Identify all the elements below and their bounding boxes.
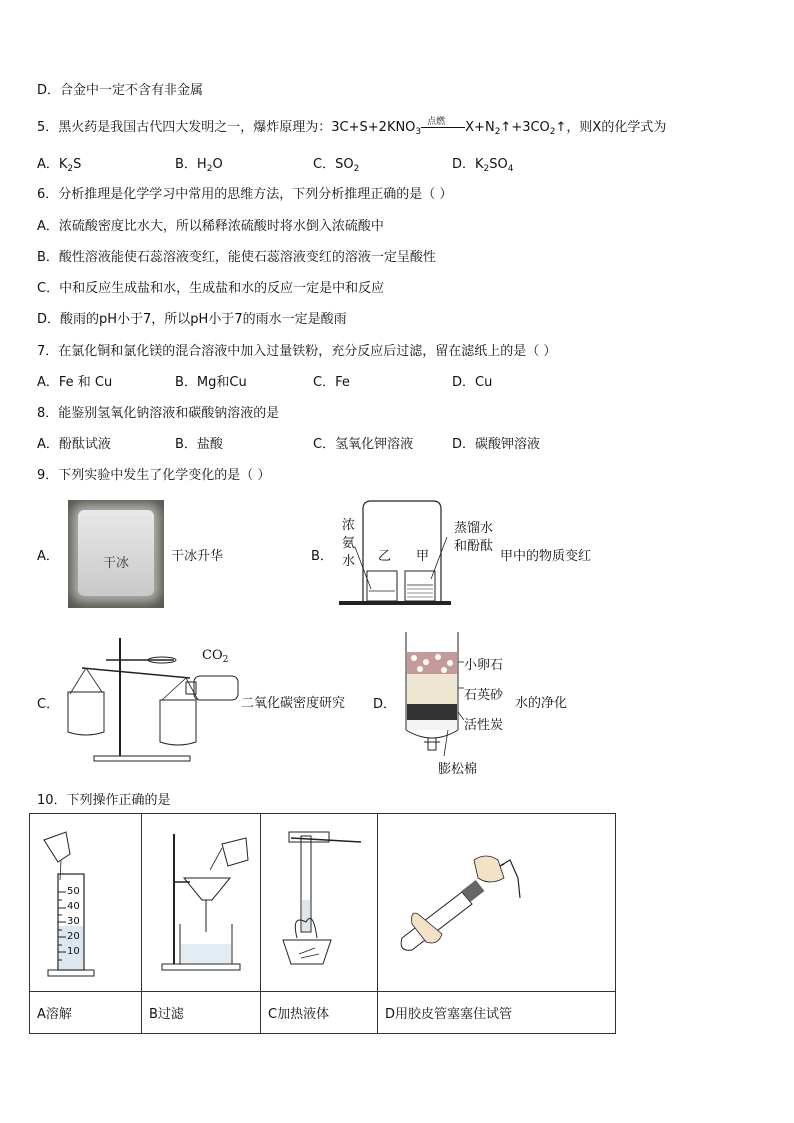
q5-opt-b-post: O	[212, 157, 223, 172]
q9-b-letter: B．	[311, 549, 333, 564]
q9-b-yi: 乙	[378, 549, 392, 564]
q5-opt-a-pre: A．K	[37, 157, 68, 172]
q5-eq-left: 3C+S+2KNO	[331, 120, 416, 135]
q9-b-left-2: 氨	[342, 536, 356, 551]
q9-b-jia: 甲	[416, 549, 430, 564]
q5-eq-right-2: ↑+3CO	[500, 120, 550, 135]
q9-c-gas-label	[202, 648, 228, 665]
q9-c-gas: CO	[202, 648, 223, 663]
q5-opt-a-sub: 2	[67, 164, 74, 174]
q10-caption-a: A溶解	[30, 992, 142, 1034]
q9-b-left-label	[342, 517, 355, 571]
q9-b-caption: 甲中的物质变红	[500, 549, 592, 564]
q9-b-left-3: 水	[342, 554, 356, 569]
tick-20: 20	[67, 931, 80, 942]
q10-stem: 10．下列操作正确的是	[37, 793, 171, 808]
q9-b-right-2: 和酚酞	[454, 539, 494, 554]
q10-figure-row	[30, 814, 616, 992]
tick-30: 30	[67, 916, 80, 927]
q9-d-letter: D．	[373, 697, 397, 712]
q5-option-a	[37, 156, 81, 178]
q5-opt-a-post: S	[73, 157, 82, 172]
q9-c-gas-sub: 2	[222, 655, 229, 665]
q9-d-layer2: 石英砂	[464, 688, 504, 703]
q6-option-b: B．酸性溶液能使石蕊溶液变红，能使石蕊溶液变红的溶液一定呈酸性	[37, 250, 436, 265]
q4-option-d: D．合金中一定不含有非金属	[37, 83, 204, 98]
q9-d-layer3: 活性炭	[464, 718, 504, 733]
q5-opt-b-pre: B．H	[175, 157, 207, 172]
q6-option-a: A．浓硫酸密度比水大，所以稀释浓硫酸时将水倒入浓硫酸中	[37, 219, 384, 234]
q9-b-right-1: 蒸馏水	[454, 521, 494, 536]
q10-caption-b: B过滤	[142, 992, 261, 1034]
q9-d-layer1: 小卵石	[464, 658, 504, 673]
q5-option-b	[175, 156, 223, 178]
q5-option-c	[313, 156, 359, 178]
q5-opt-c-sub: 2	[353, 164, 360, 174]
q9-b-right-label	[454, 520, 493, 556]
q10-caption-row	[30, 992, 616, 1034]
q5-opt-b-sub: 2	[206, 164, 213, 174]
q8-option-d: D．碳酸钾溶液	[452, 437, 541, 452]
water-purifier-figure	[400, 630, 470, 770]
tick-10: 10	[67, 946, 80, 957]
cylinder-tick-labels	[67, 884, 80, 959]
stopper-test-tube-figure	[378, 814, 615, 991]
q9-d-caption: 水的净化	[515, 696, 568, 711]
q10-operations-table	[29, 813, 616, 1034]
q9-c-caption: 二氧化碳密度研究	[241, 696, 346, 711]
q5-option-d	[452, 156, 514, 178]
dry-ice-label: 干冰	[102, 556, 129, 571]
q7-option-c: C．Fe	[313, 375, 350, 390]
q6-option-c: C．中和反应生成盐和水，生成盐和水的反应一定是中和反应	[37, 281, 385, 296]
q5-opt-d-sub2: 4	[507, 164, 514, 174]
q9-b-left-1: 浓	[342, 518, 356, 533]
q9-stem: 9．下列实验中发生了化学变化的是（ ）	[37, 468, 271, 483]
tick-40: 40	[67, 901, 80, 912]
q5-eq-right-sub2: 2	[549, 127, 556, 137]
q7-stem: 7．在氯化铜和氯化镁的混合溶液中加入过量铁粉，充分反应后过滤，留在滤纸上的是（ ）	[37, 344, 557, 359]
q8-option-b: B．盐酸	[175, 437, 223, 452]
q6-stem: 6．分析推理是化学学习中常用的思维方法，下列分析推理正确的是（ ）	[37, 187, 453, 202]
q10-figure-a	[30, 814, 142, 992]
q10-caption-c: C加热液体	[261, 992, 378, 1034]
filtration-figure	[142, 814, 260, 991]
q10-caption-d: D用胶皮管塞塞住试管	[378, 992, 616, 1034]
q5-opt-c-pre: C．SO	[313, 157, 354, 172]
q10-figure-b	[142, 814, 261, 992]
q9-a-caption: 干冰升华	[171, 549, 224, 564]
reaction-arrow	[421, 119, 465, 137]
q5-opt-d-pre: D．K	[452, 157, 484, 172]
q5-stem	[37, 119, 666, 141]
q5-eq-right-3: ↑，则X的化学式为	[555, 120, 667, 135]
q5-eq-left-sub: 3	[415, 127, 422, 137]
q5-eq-right-sub1: 2	[494, 127, 501, 137]
dry-ice-photo	[68, 500, 164, 608]
q5-eq-right-1: X+N	[465, 120, 495, 135]
q9-d-layer4: 膨松棉	[438, 762, 478, 777]
q6-option-d: D．酸雨的pH小于7，所以pH小于7的雨水一定是酸雨	[37, 312, 347, 327]
tick-50: 50	[67, 886, 80, 897]
q9-a-letter: A．	[37, 549, 59, 564]
q5-opt-d-sub: 2	[483, 164, 490, 174]
q10-figure-d	[378, 814, 616, 992]
reaction-condition: 点燃	[427, 117, 446, 127]
q10-figure-c	[261, 814, 378, 992]
heating-liquid-figure	[261, 814, 377, 991]
q7-option-b: B．Mg和Cu	[175, 375, 247, 390]
q7-option-d: D．Cu	[452, 375, 493, 390]
q8-option-a: A．酚酞试液	[37, 437, 111, 452]
q7-option-a: A．Fe 和 Cu	[37, 375, 113, 390]
q5-stem-text: 5．黑火药是我国古代四大发明之一，爆炸原理为：	[37, 120, 332, 135]
q5-opt-d-post: SO	[489, 157, 508, 172]
q8-option-c: C．氢氧化钾溶液	[313, 437, 414, 452]
q8-stem: 8．能鉴别氢氧化钠溶液和碳酸钠溶液的是	[37, 406, 280, 421]
q9-c-letter: C．	[37, 697, 60, 712]
graduated-cylinder-figure	[30, 814, 141, 991]
